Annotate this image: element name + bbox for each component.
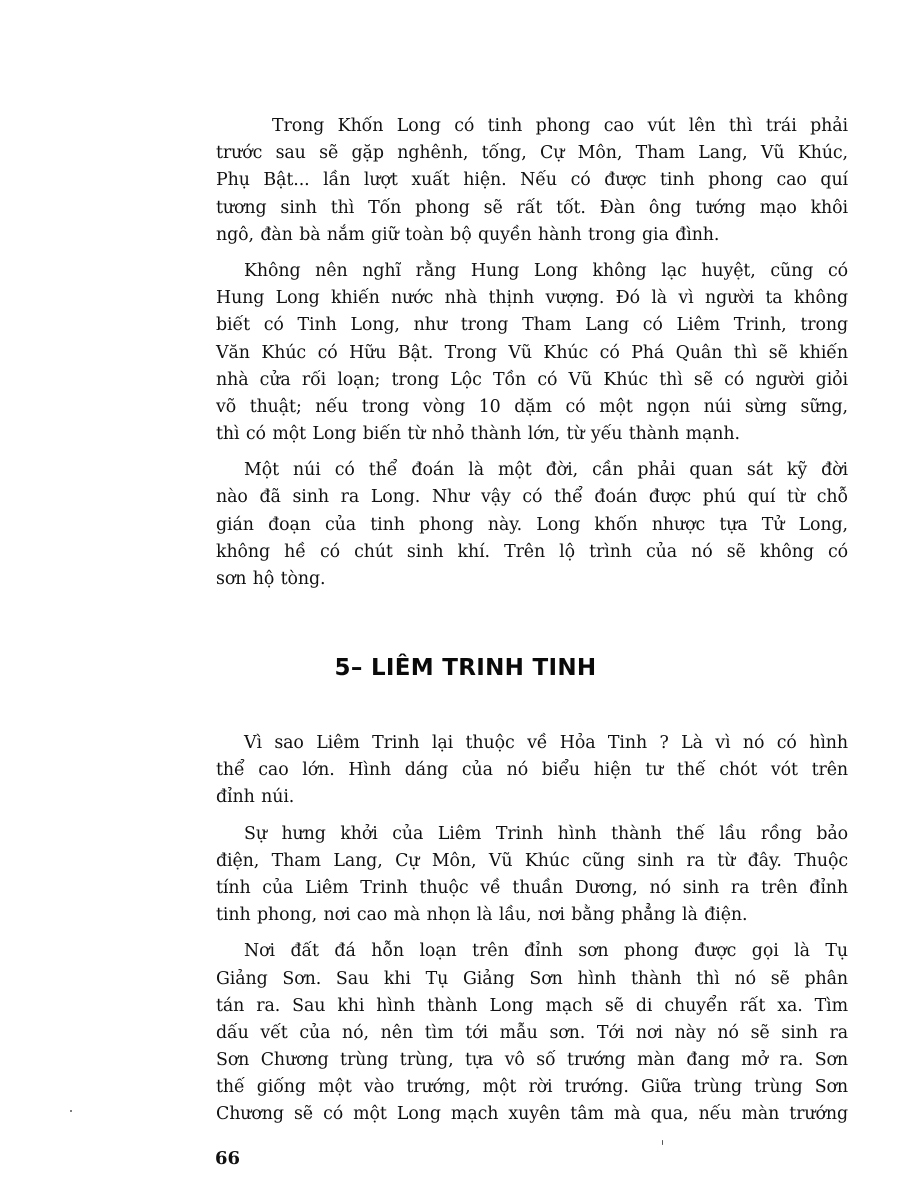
paragraph-2 xyxy=(216,258,848,448)
text-line: thể cao lớn. Hình dáng của nó biểu hiện tư thế chót vót trên xyxy=(216,760,848,781)
text-line: trước sau sẽ gặp nghênh, tống, Cự Môn, Tham Lang, Vũ Khúc, xyxy=(216,143,848,164)
text-line: sơn hộ tòng. xyxy=(216,569,326,589)
text-line: nhà cửa rối loạn; trong Lộc Tồn có Vũ Khúc thì sẽ có người giỏi xyxy=(216,369,848,390)
scan-speck xyxy=(662,1140,663,1145)
page-number: 66 xyxy=(215,1148,241,1169)
text-line: biết có Tinh Long, như trong Tham Lang có Liêm Trinh, trong xyxy=(216,315,848,336)
text-line: tán ra. Sau khi hình thành Long mạch sẽ di chuyển rất xa. Tìm xyxy=(216,995,848,1016)
text-line: Không nên nghĩ rằng Hung Long không lạc huyệt, cũng có xyxy=(244,260,848,281)
text-line: Hung Long khiến nước nhà thịnh vượng. Đó là vì người ta không xyxy=(216,288,848,309)
paragraph-1 xyxy=(216,113,848,249)
text-line: ngô, đàn bà nắm giữ toàn bộ quyền hành trong gia đình. xyxy=(216,224,720,245)
paragraph-4 xyxy=(216,730,848,812)
paragraph-3 xyxy=(216,457,848,593)
text-line: tính của Liêm Trinh thuộc về thuần Dương, nó sinh ra trên đỉnh xyxy=(216,877,848,898)
text-line: Một núi có thể đoán là một đời, cần phải quan sát kỹ đời xyxy=(244,460,848,481)
text-line: tinh phong, nơi cao mà nhọn là lầu, nơi bằng phẳng là điện. xyxy=(216,905,748,926)
text-line: võ thuật; nếu trong vòng 10 dặm có một ngọn núi sừng sững, xyxy=(216,396,848,417)
text-line: thì có một Long biến từ nhỏ thành lớn, từ yếu thành mạnh. xyxy=(216,424,740,445)
scan-speck xyxy=(70,1110,72,1112)
text-line: Sự hưng khởi của Liêm Trinh hình thành thế lầu rồng bảo xyxy=(244,823,848,844)
text-line: nào đã sinh ra Long. Như vậy có thể đoán được phú quí từ chỗ xyxy=(216,487,848,508)
text-line: Vì sao Liêm Trinh lại thuộc về Hỏa Tinh ? Là vì nó có hình xyxy=(244,733,848,753)
paragraph-5 xyxy=(216,821,848,930)
section-heading-text: 5– LIÊM TRINH TINH xyxy=(334,655,597,681)
text-line: Giảng Sơn. Sau khi Tụ Giảng Sơn hình thành thì nó sẽ phân xyxy=(216,968,848,989)
text-line: Văn Khúc có Hữu Bật. Trong Vũ Khúc có Phá Quân thì sẽ khiến xyxy=(216,342,848,363)
section-heading xyxy=(0,655,921,681)
text-line: đỉnh núi. xyxy=(216,787,295,808)
paragraph-6 xyxy=(216,938,848,1128)
text-line: Nơi đất đá hỗn loạn trên đỉnh sơn phong được gọi là Tụ xyxy=(244,941,848,962)
text-line: Trong Khốn Long có tinh phong cao vút lên thì trái phải xyxy=(272,116,848,136)
text-line: Phụ Bật... lần lượt xuất hiện. Nếu có được tinh phong cao quí xyxy=(216,170,848,191)
text-line: điện, Tham Lang, Cự Môn, Vũ Khúc cũng sinh ra từ đây. Thuộc xyxy=(216,850,848,871)
text-line: Chương sẽ có một Long mạch xuyên tâm mà qua, nếu màn trướng xyxy=(216,1104,848,1125)
text-line: thế giống một vào trướng, một rời trướng. Giữa trùng trùng Sơn xyxy=(216,1077,848,1098)
bottom-section xyxy=(216,730,848,1138)
top-section xyxy=(216,113,848,602)
text-line: dấu vết của nó, nên tìm tới mẫu sơn. Tới nơi này nó sẽ sinh ra xyxy=(216,1022,848,1043)
text-line: Sơn Chương trùng trùng, tựa vô số trướng màn đang mở ra. Sơn xyxy=(216,1050,848,1071)
text-line: gián đoạn của tinh phong này. Long khốn nhược tựa Tử Long, xyxy=(216,514,848,535)
text-line: tương sinh thì Tốn phong sẽ rất tốt. Đàn ông tướng mạo khôi xyxy=(216,197,848,218)
text-line: không hề có chút sinh khí. Trên lộ trình của nó sẽ không có xyxy=(216,541,848,562)
